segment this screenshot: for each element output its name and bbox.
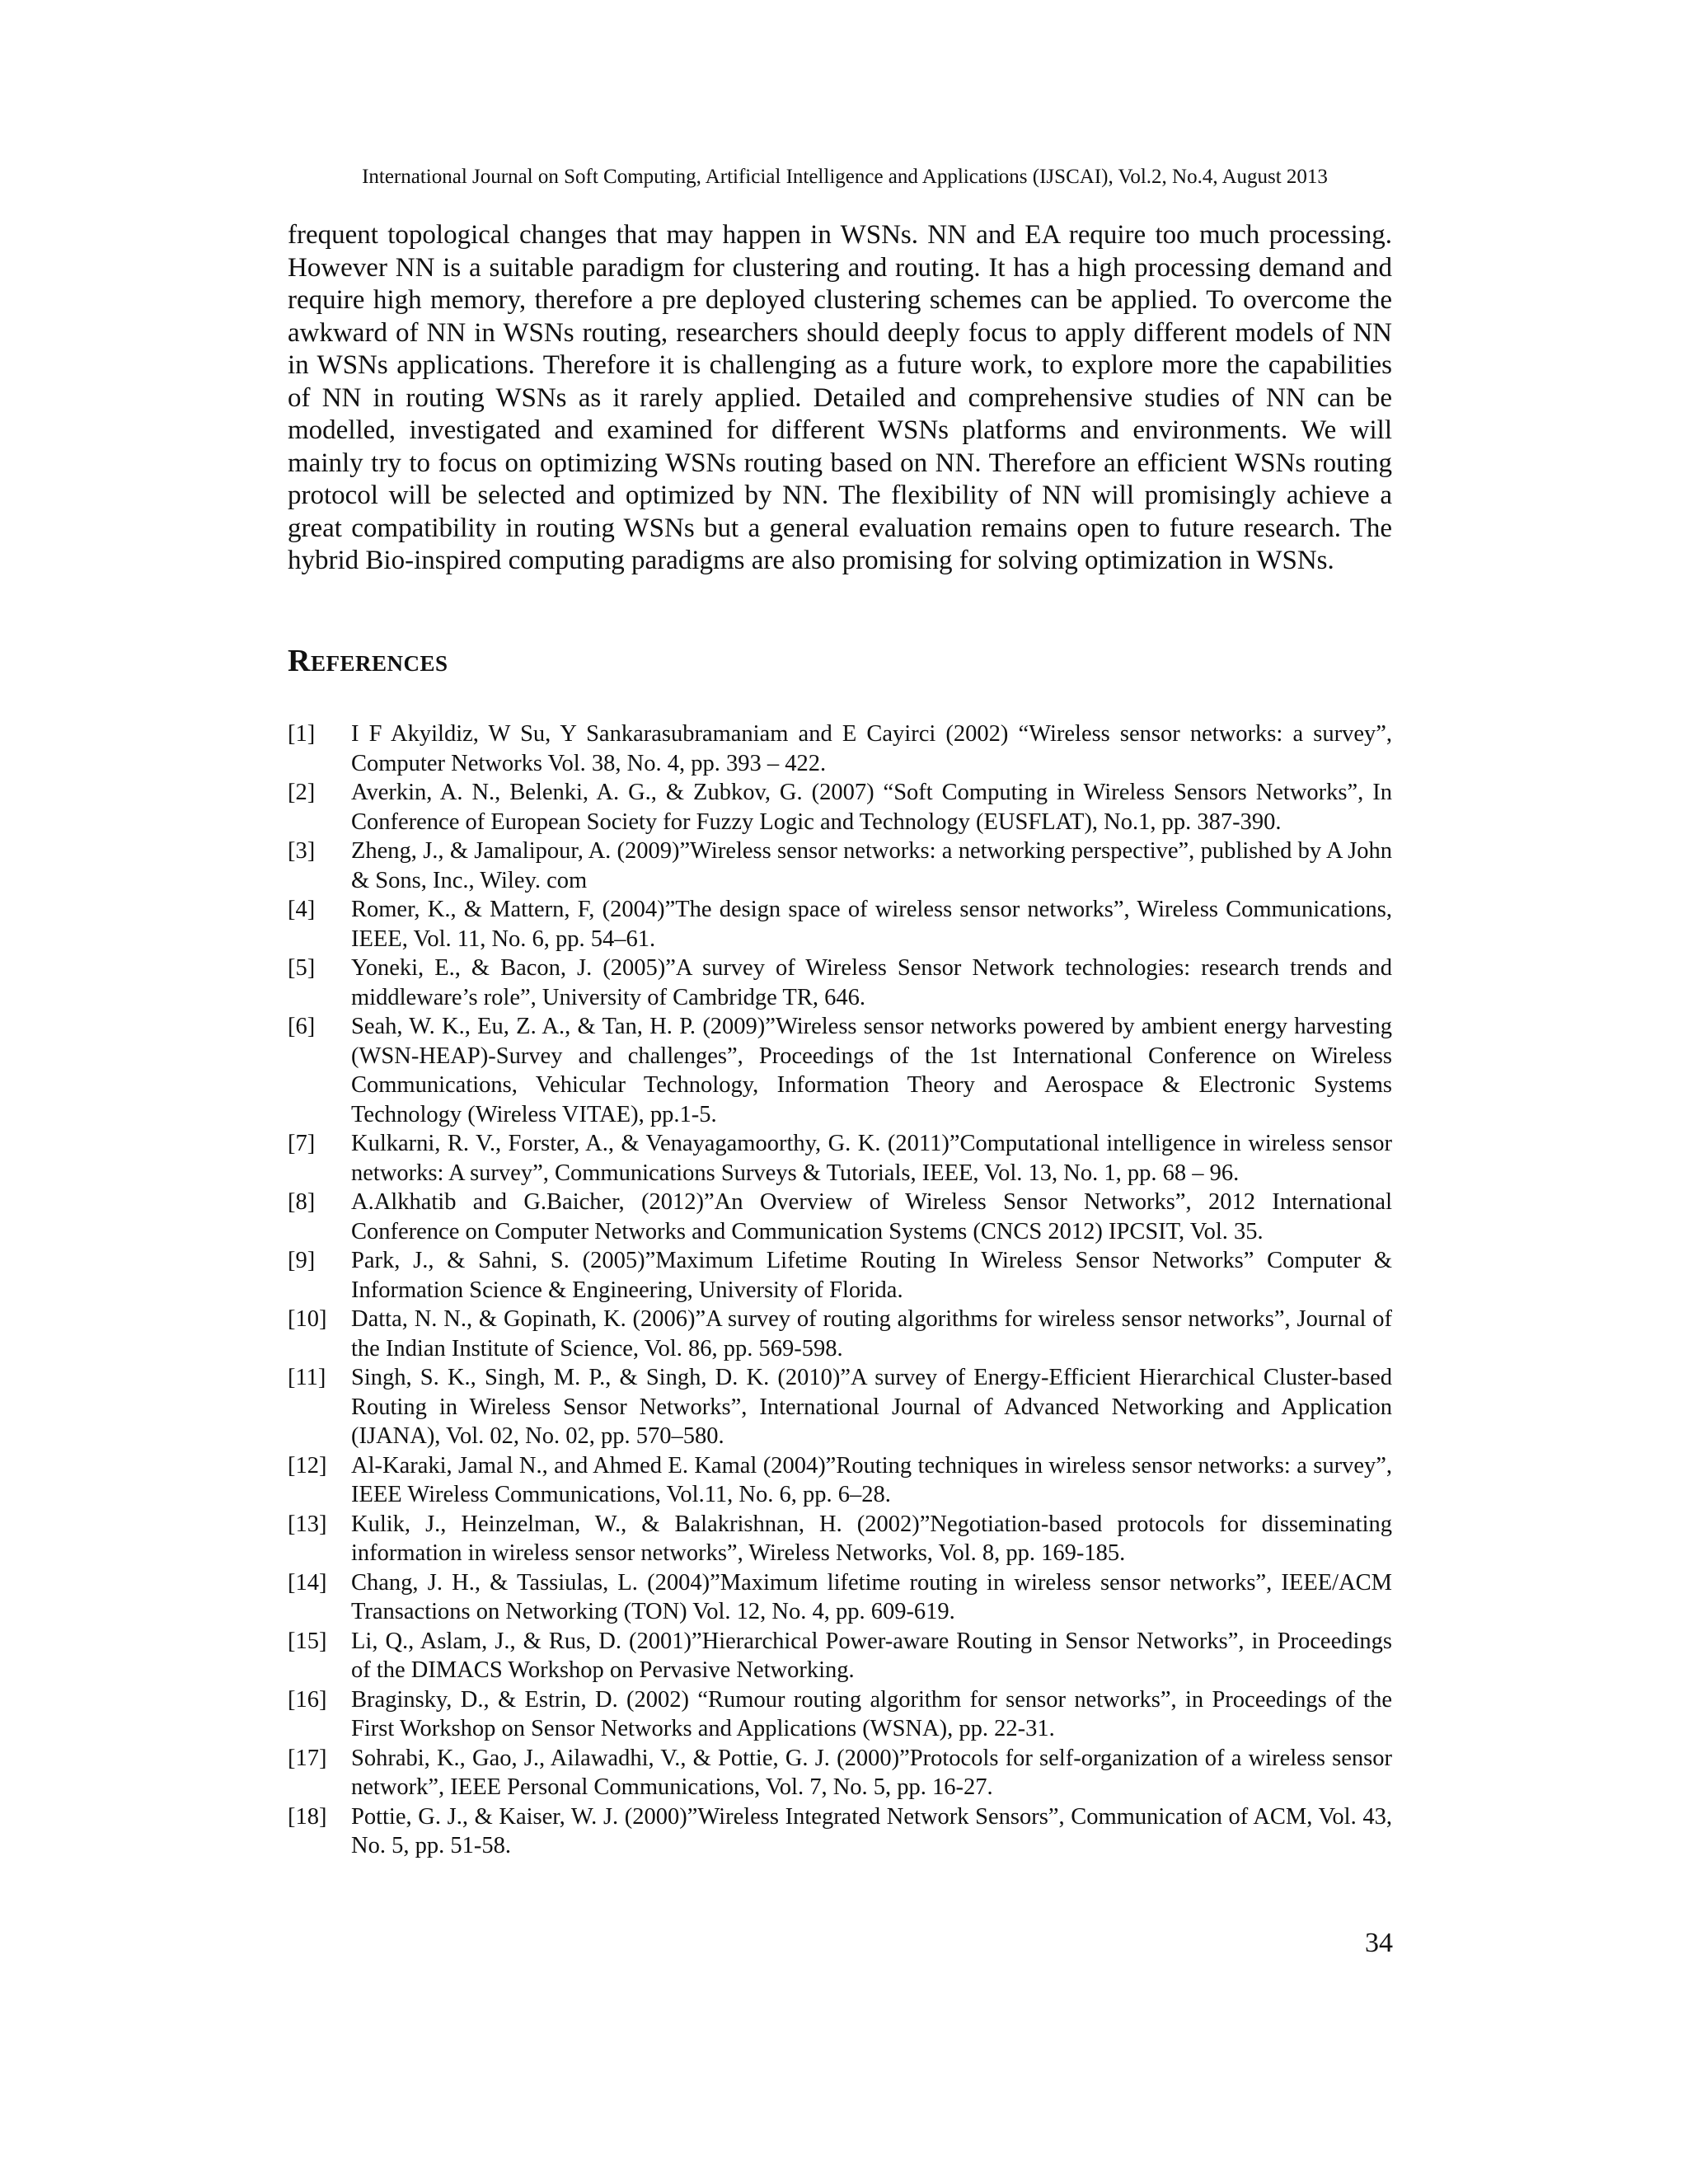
reference-number: [3] — [288, 838, 316, 864]
reference-item-9 — [288, 1246, 1392, 1305]
page-number: 34 — [1365, 1928, 1393, 1958]
running-header: International Journal on Soft Computing, Artificial Intelligence and Applications (IJSCAI), Vol.2, No.4, August 2013 — [362, 166, 1328, 188]
references-heading: References — [288, 644, 448, 678]
conclusion-paragraph: frequent topological changes that may happen in WSNs. NN and EA require too much processing. However NN is a suitable paradigm for clustering and routing. It has a high processing demand and require high memory, therefore a pre deployed clustering schemes can be applied. To overcome the awkward of NN in WSNs routing, researchers should deeply focus to apply different models of NN in WSNs applications. Therefore it is challenging as a future work, to explore more the capabilities of NN in routing WSNs as it rarely applied. Detailed and comprehensive studies of NN can be modelled, investigated and examined for different WSNs platforms and environments. We will mainly try to focus on optimizing WSNs routing based on NN. Therefore an efficient WSNs routing protocol will be selected and optimized by NN. The flexibility of NN will promisingly achieve a great compatibility in routing WSNs but a general evaluation remains open to future research. The hybrid Bio-inspired computing paradigms are also promising for solving optimization in WSNs. — [288, 220, 1392, 575]
reference-text: Seah, W. K., Eu, Z. A., & Tan, H. P. (2009)”Wireless sensor networks powered by ambient energy harvesting (WSN-HEAP)-Survey and challenges”, Proceedings of the 1st International Conference on Wireless Communications, Vehicular Technology, Information Theory and Aerospace & Electronic Systems Technology (Wireless VITAE), pp.1-5. — [351, 1014, 1392, 1127]
reference-number: [1] — [288, 721, 316, 747]
reference-item-8 — [288, 1188, 1392, 1246]
reference-number: [11] — [288, 1365, 326, 1390]
reference-text: Braginsky, D., & Estrin, D. (2002) “Rumour routing algorithm for sensor networks”, in Proceedings of the First Workshop on Sensor Networks and Applications (WSNA), pp. 22-31. — [351, 1686, 1392, 1741]
reference-number: [5] — [288, 955, 316, 981]
reference-number: [13] — [288, 1511, 327, 1537]
reference-text: Romer, K., & Mattern, F, (2004)”The design space of wireless sensor networks”, Wireless Communications, IEEE, Vol. 11, No. 6, pp. 54–61. — [351, 897, 1392, 952]
reference-text: A.Alkhatib and G.Baicher, (2012)”An Overview of Wireless Sensor Networks”, 2012 International Conference on Computer Networks and Communication Systems (CNCS 2012) IPCSIT, Vol. 35. — [351, 1189, 1392, 1244]
reference-item-3 — [288, 837, 1392, 895]
reference-text: Chang, J. H., & Tassiulas, L. (2004)”Maximum lifetime routing in wireless sensor networks”, IEEE/ACM Transactions on Networking (TON) Vol. 12, No. 4, pp. 609-619. — [351, 1569, 1392, 1624]
reference-number: [4] — [288, 897, 316, 922]
reference-text: Singh, S. K., Singh, M. P., & Singh, D. K. (2010)”A survey of Energy-Efficient Hierarchical Cluster-based Routing in Wireless Sensor Networks”, International Journal of Advanced Networking and Application (IJANA), Vol. 02, No. 02, pp. 570–580. — [351, 1365, 1392, 1449]
reference-text: Sohrabi, K., Gao, J., Ailawadhi, V., & Pottie, G. J. (2000)”Protocols for self-organization of a wireless sensor network”, IEEE Personal Communications, Vol. 7, No. 5, pp. 16-27. — [351, 1745, 1392, 1800]
reference-item-2 — [288, 778, 1392, 837]
reference-text: Yoneki, E., & Bacon, J. (2005)”A survey of Wireless Sensor Network technologies: research trends and middleware’s role”, University of Cambridge TR, 646. — [351, 955, 1392, 1010]
reference-text: Kulik, J., Heinzelman, W., & Balakrishnan, H. (2002)”Negotiation-based protocols for disseminating information in wireless sensor networks”, Wireless Networks, Vol. 8, pp. 169-185. — [351, 1511, 1392, 1566]
reference-item-17 — [288, 1744, 1392, 1802]
reference-item-16 — [288, 1685, 1392, 1744]
reference-text: I F Akyildiz, W Su, Y Sankarasubramaniam and E Cayirci (2002) “Wireless sensor networks: a survey”, Computer Networks Vol. 38, No. 4, pp. 393 – 422. — [351, 721, 1392, 776]
reference-number: [14] — [288, 1569, 327, 1596]
reference-item-15 — [288, 1627, 1392, 1685]
reference-number: [18] — [288, 1803, 327, 1830]
reference-number: [2] — [288, 780, 316, 805]
reference-text: Kulkarni, R. V., Forster, A., & Venayagamoorthy, G. K. (2011)”Computational intelligence in wireless sensor networks: A survey”, Communications Surveys & Tutorials, IEEE, Vol. 13, No. 1, pp. 68 – 96. — [351, 1131, 1392, 1186]
reference-item-10 — [288, 1305, 1392, 1363]
reference-item-5 — [288, 954, 1392, 1012]
reference-number: [9] — [288, 1248, 316, 1273]
reference-text: Datta, N. N., & Gopinath, K. (2006)”A survey of routing algorithms for wireless sensor networks”, Journal of the Indian Institute of Science, Vol. 86, pp. 569-598. — [351, 1306, 1392, 1361]
reference-number: [15] — [288, 1628, 327, 1654]
reference-item-4 — [288, 895, 1392, 954]
reference-number: [6] — [288, 1014, 316, 1039]
reference-number: [7] — [288, 1131, 316, 1156]
reference-text: Averkin, A. N., Belenki, A. G., & Zubkov, G. (2007) “Soft Computing in Wireless Sensors Networks”, In Conference of European Society for Fuzzy Logic and Technology (EUSFLAT), No.1, pp. 387-390. — [351, 780, 1392, 835]
reference-item-1 — [288, 719, 1392, 778]
reference-text: Zheng, J., & Jamalipour, A. (2009)”Wireless sensor networks: a networking perspective”, published by A John & Sons, Inc., Wiley. com — [351, 838, 1392, 893]
reference-text: Li, Q., Aslam, J., & Rus, D. (2001)”Hierarchical Power-aware Routing in Sensor Networks”, in Proceedings of the DIMACS Workshop on Pervasive Networking. — [351, 1628, 1392, 1683]
reference-item-18 — [288, 1802, 1392, 1861]
reference-item-6 — [288, 1012, 1392, 1129]
reference-number: [8] — [288, 1189, 316, 1215]
reference-item-12 — [288, 1451, 1392, 1510]
reference-item-11 — [288, 1363, 1392, 1451]
reference-text: Park, J., & Sahni, S. (2005)”Maximum Lifetime Routing In Wireless Sensor Networks” Computer & Information Science & Engineering, University of Florida. — [351, 1248, 1392, 1303]
reference-text: Pottie, G. J., & Kaiser, W. J. (2000)”Wireless Integrated Network Sensors”, Communication of ACM, Vol. 43, No. 5, pp. 51-58. — [351, 1803, 1392, 1858]
reference-text: Al-Karaki, Jamal N., and Ahmed E. Kamal (2004)”Routing techniques in wireless sensor networks: a survey”, IEEE Wireless Communications, Vol.11, No. 6, pp. 6–28. — [351, 1452, 1392, 1507]
reference-number: [12] — [288, 1452, 327, 1479]
reference-number: [16] — [288, 1686, 327, 1713]
reference-list — [288, 719, 1392, 1861]
reference-number: [10] — [288, 1306, 327, 1332]
reference-number: [17] — [288, 1745, 327, 1771]
reference-item-7 — [288, 1129, 1392, 1188]
reference-item-14 — [288, 1568, 1392, 1627]
reference-item-13 — [288, 1510, 1392, 1568]
